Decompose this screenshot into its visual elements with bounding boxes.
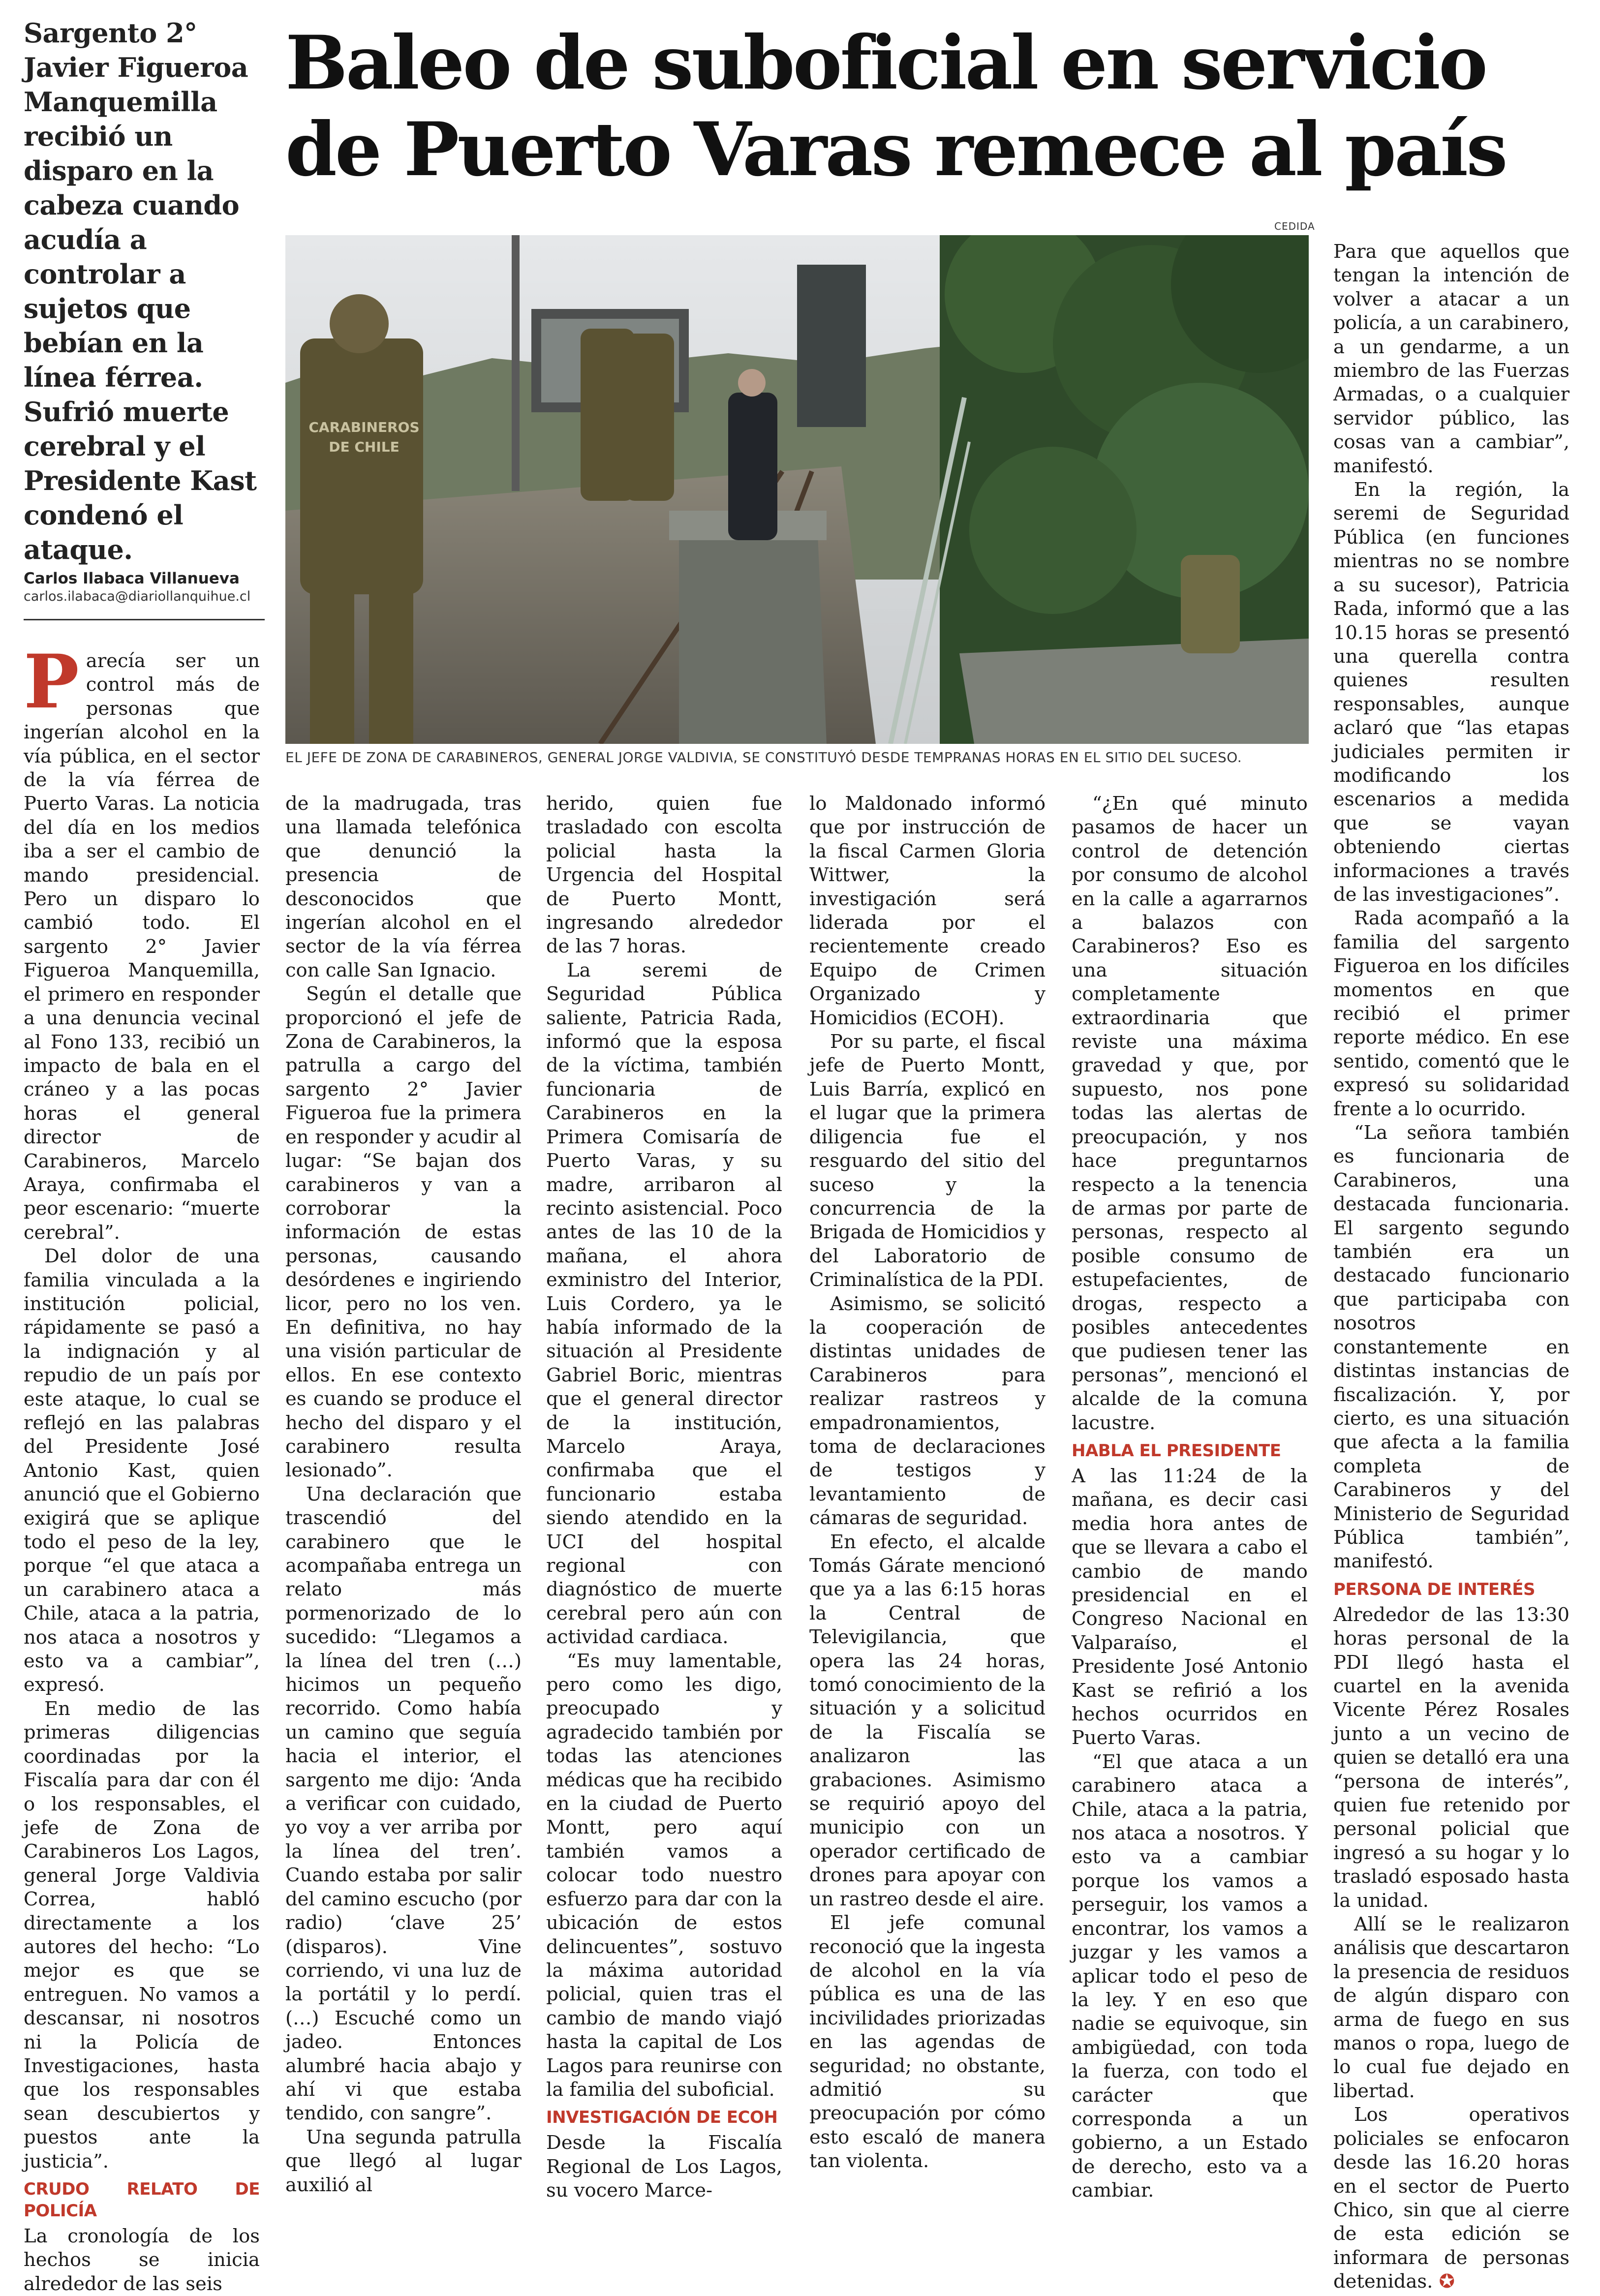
article-paragraph: Del dolor de una familia vinculada a la institución policial, rápidamente se pasó a la indignación y al repudio de un país por este ataque, lo cual se reflejó en las palabras del Presidente José Antonio Kast, quien anunció que el Gobierno exigirá que se aplique todo el peso de la ley, porque “el que ataca a un carabinero ataca a Chile, ataca a la patria, nos ataca a nosotros y esto va a cambiar”, expresó.	[24, 1245, 260, 1696]
article-paragraph: Una segunda patrulla que llegó al lugar auxilió al	[285, 2126, 522, 2196]
photo-credit: CEDIDA	[1274, 220, 1315, 232]
article-paragraph: herido, quien fue trasladado con escolta policial hasta la Urgencia del Hospital de Puerto Montt, ingresando alrededor de las 7 horas.	[546, 793, 782, 958]
author-email[interactable]: carlos.ilabaca@diariollanquihue.cl	[24, 589, 251, 604]
article-column-6	[1333, 240, 1569, 2294]
article-paragraph: Asimismo, se solicitó la cooperación de distintas unidades de Carabineros para realizar rastreos y empadronamientos, toma de declaraciones de testigos y levantamiento de cámaras de seguridad.	[809, 1292, 1046, 1530]
article-paragraph: de la madrugada, tras una llamada telefónica que denunció la presencia de desconocidos que ingerían alcohol en el sector de la vía férrea con calle San Ignacio.	[285, 793, 522, 981]
article-paragraph: Allí se le realizaron análisis que descartaron la presencia de residuos de algún disparo con arma de fuego en sus manos o ropa, luego de lo cual fue dejado en libertad.	[1333, 1913, 1569, 2102]
article-paragraph: Por su parte, el fiscal jefe de Puerto Montt, Luis Barría, explicó en el lugar que la primera diligencia fue el resguardo del sitio del suceso y la concurrencia de la Brigada de Homicidios y del Laboratorio de Criminalística de la PDI.	[809, 1031, 1046, 1291]
article-paragraph: Alrededor de las 13:30 horas personal de la PDI llegó hasta el cuartel en la avenida Vicente Pérez Rosales junto a un vecino de quien se detalló era una “persona de interés”, quien fue retenido por personal policial que ingresó a su hogar y lo trasladó esposado hasta la unidad.	[1333, 1603, 1569, 1912]
vest-text-line1: CARABINEROS	[308, 419, 420, 435]
subhead-investigacion: INVESTIGACIÓN DE ECOH	[546, 2108, 778, 2128]
divider	[24, 619, 265, 620]
article-column-1	[24, 639, 260, 2296]
paragraph-text: Los operativos policiales se enfocaron desde las 16.20 horas en el sector de Puerto Chico, sin que al cierre de esta edición se informara de personas detenidas.	[1333, 2104, 1569, 2293]
article-column-2	[285, 792, 522, 2197]
article-paragraph: Una declaración que trascendió del carabinero que le acompañaba entrega un relato más pormenorizado de lo sucedido: “Llegamos a la línea del tren (…) hicimos un pequeño recorrido. Como había un camino que seguía hacia el interior, el sargento me dijo: ‘Anda a verificar con cuidado, yo voy a ver arriba por la línea del tren’. Cuando estaba por salir del camino escucho (por radio) ‘clave 25’ (disparos). Vine corriendo, vi una luz de la portátil y lo perdí. (…) Escuché como un jadeo. Entonces alumbré hacia abajo y ahí vi que estaba tendido, con sangre”.	[285, 1483, 522, 2125]
article-paragraph: Según el detalle que proporcionó el jefe de Zona de Carabineros, la patrulla a cargo del sargento 2° Javier Figueroa fue la primera en responder y acudir al lugar: “Se bajan dos carabineros y van a corroborar la información de estas personas, causando desórdenes e ingiriendo licor, pero no los ven. En definitiva, no hay una visión particular de ellos. En ese contexto es cuando se produce el hecho del disparo y el carabinero resulta lesionado”.	[285, 983, 522, 1482]
author-name: Carlos Ilabaca Villanueva	[24, 570, 240, 587]
article-paragraph: La seremi de Seguridad Pública saliente, Patricia Rada, informó que la esposa de la víctima, también funcionaria de Carabineros en la Primera Comisaría de Puerto Varas, y su madre, arribaron al recinto asistencial. Poco antes de las 10 de la mañana, el ahora exministro del Interior, Luis Cordero, ya le había informado de la situación al Presidente Gabriel Boric, mientras que el general director de la institución, Marcelo Araya, confirmaba que el funcionario estaba siendo atendido en la UCI del hospital regional con diagnóstico de muerte cerebral pero aún con actividad cardiaca.	[546, 959, 782, 1649]
article-paragraph: lo Maldonado informó que por instrucción de la fiscal Carmen Gloria Wittwer, la investigación será liderada por el recientemente creado Equipo de Crimen Organizado y Homicidios (ECOH).	[809, 793, 1046, 1029]
article-paragraph: Para que aquellos que tengan la intención de volver a atacar a un policía, a un carabinero, a un gendarme, a un miembro de las Fuerzas Armadas, o a cualquier servidor público, las cosas van a cambiar”, manifestó.	[1333, 241, 1569, 477]
article-paragraph: La cronología de los hechos se inicia alrededor de las seis	[24, 2225, 260, 2295]
vest-text-line2: DE CHILE	[329, 439, 400, 455]
drop-cap: P	[24, 639, 79, 725]
headline: Baleo de suboficial en servicio de Puerto Varas remece al país	[285, 20, 1506, 193]
subhead-habla-presidente: HABLA EL PRESIDENTE	[1072, 1440, 1281, 1461]
subhead-persona-interes: PERSONA DE INTERÉS	[1333, 1579, 1536, 1599]
subhead-crudo-relato: CRUDO RELATO DE POLICÍA	[24, 2179, 260, 2221]
article-paragraph	[24, 639, 260, 1245]
article-paragraph	[1333, 2103, 1569, 2294]
article-paragraph: En efecto, el alcalde Tomás Gárate mencionó que ya a las 6:15 horas la Central de Televigilancia, que opera las 24 horas, tomó conocimiento de la situación y a solicitud de la Fiscalía se analizaron las grabaciones. Asimismo se requirió apoyo del municipio con un operador certificado de drones para apoyar con un rastreo desde el aire.	[809, 1531, 1046, 1910]
article-column-4	[809, 792, 1046, 2174]
article-paragraph: En la región, la seremi de Seguridad Pública (en funciones mientras no se nombre a su sucesor), Patricia Rada, informó que a las 10.15 horas se presentó una querella contra quienes resulten responsables, aunque aclaró que “las etapas judiciales permiten ir modificando los escenarios a medida que se vayan obteniendo ciertas informaciones a través de las investigaciones”.	[1333, 479, 1569, 906]
article-paragraph: “La señora también es funcionaria de Carabineros, una destacada funcionaria. El sargento segundo también era un destacado funcionario que participaba con nosotros constantemente en distintas instancias de fiscalización. Y, por cierto, es una situación que afecta a la familia completa de Carabineros y del Ministerio de Seguridad Pública también”, manifestó.	[1333, 1122, 1569, 1573]
article-paragraph: “El que ataca a un carabinero ataca a Chile, ataca a la patria, nos ataca a nosotros. Y esto va a cambiar porque los vamos a perseguir, los vamos a encontrar, los vamos a juzgar y les vamos a aplicar todo el peso de la ley. Y en eso que nadie se equivoque, sin ambigüedad, con toda la fuerza, con todo el carácter que corresponda a un gobierno, a un Estado de derecho, esto va a cambiar.	[1072, 1750, 1308, 2202]
byline	[24, 569, 270, 605]
end-mark-icon: ✪	[1439, 2270, 1455, 2293]
article-paragraph: En medio de las primeras diligencias coordinadas por la Fiscalía para dar con él o los responsables, el jefe de Zona de Carabineros Los Lagos, general Jorge Valdivia Correa, habló directamente a los autores del hecho: “Lo mejor es que se entreguen. No vamos a descansar, ni nosotros ni la Policía de Investigaciones, hasta que los responsables sean descubiertos y puestos ante la justicia”.	[24, 1697, 260, 2173]
lead-summary: Sargento 2° Javier Figueroa Manquemilla recibió un disparo en la cabeza cuando acudía a controlar a sujetos que bebían en la línea férrea. Sufrió muerte cerebral y el Presidente Kast condenó el ataque.	[24, 17, 257, 565]
article-column-3	[546, 792, 782, 2203]
article-paragraph: Rada acompañó a la familia del sargento Figueroa en los difíciles momentos en que recibió el primer reporte médico. En ese sentido, comentó que le expresó su solidaridad frente a lo ocurrido.	[1333, 907, 1569, 1120]
article-paragraph: A las 11:24 de la mañana, es decir casi media hora antes de que se llevara a cabo el cambio de mando presidencial en el Congreso Nacional en Valparaíso, el Presidente José Antonio Kast se refirió a los hechos ocurridos en Puerto Varas.	[1072, 1465, 1308, 1749]
paragraph-text: arecía ser un control más de personas que ingerían alcohol en la vía pública, en el sector de la vía férrea de Puerto Varas. La noticia del día en los medios iba a ser el cambio de mando presidencial. Pero un disparo lo cambió todo. El sargento 2° Javier Figueroa Manquemilla, el primero en responder a una denuncia vecinal al Fono 133, recibió un impacto de bala en el cráneo y a las pocas horas el general director de Carabineros, Marcelo Araya, confirmaba el peor escenario: “muerte cerebral”.	[24, 650, 260, 1244]
article-paragraph: El jefe comunal reconoció que la ingesta de alcohol en la vía pública es una de las incivilidades priorizadas en las agendas de seguridad; no obstante, admitió su preocupación por cómo esto escaló de manera tan violenta.	[809, 1912, 1046, 2173]
article-column-5	[1072, 792, 1308, 2203]
article-paragraph: Desde la Fiscalía Regional de Los Lagos, su vocero Marce-	[546, 2132, 782, 2202]
news-photo	[285, 235, 1309, 744]
article-paragraph: “¿En qué minuto pasamos de hacer un control de detención por consumo de alcohol en la calle a agarrarnos a balazos con Carabineros? Eso es una situación completamente extraordinaria que reviste una máxima gravedad y que, por supuesto, nos pone todas las alertas de preocupación, y nos hace preguntarnos respecto a la tenencia de armas por parte de personas, respecto al posible consumo de estupefacientes, de drogas, respecto a posibles antecedentes que pudiesen tener las personas”, mencionó el alcalde de la comuna lacustre.	[1072, 793, 1308, 1434]
article-paragraph: “Es muy lamentable, pero como les digo, preocupado y agradecido también por todas las atenciones médicas que ha recibido en la ciudad de Puerto Montt, pero aquí también vamos a colocar todo nuestro esfuerzo para dar con la ubicación de estos delincuentes”, sostuvo la máxima autoridad policial, quien tras el cambio de mando viajó hasta la capital de Los Lagos para reunirse con la familia del suboficial.	[546, 1650, 782, 2101]
photo-caption: EL JEFE DE ZONA DE CARABINEROS, GENERAL JORGE VALDIVIA, SE CONSTITUYÓ DESDE TEMPRANAS HORAS EN EL SITIO DEL SUCESO.	[285, 749, 1242, 765]
